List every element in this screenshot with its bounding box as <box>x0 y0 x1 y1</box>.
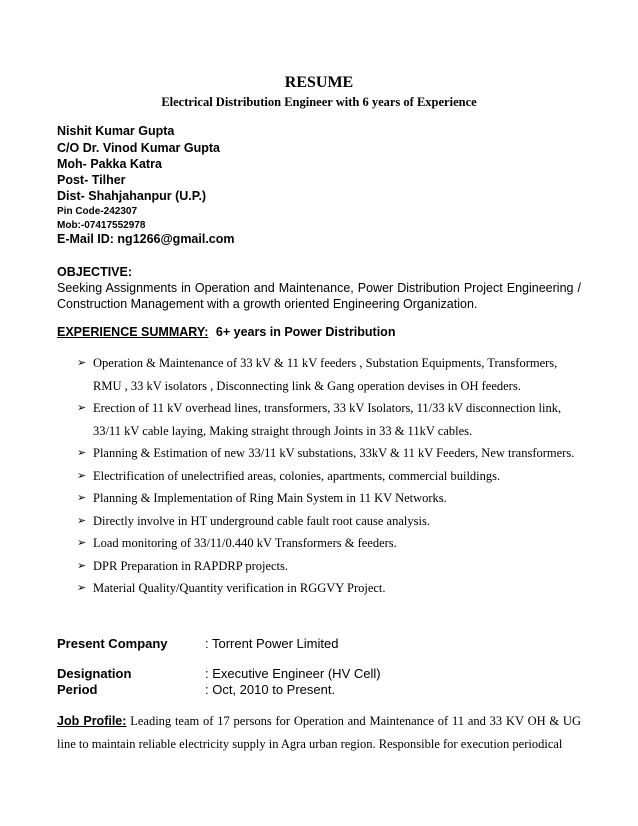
arrow-bullet-icon: ➢ <box>77 582 87 594</box>
list-item: ➢ Erection of 11 kV overhead lines, transformers, 33 kV Isolators, 11/33 kV disconnection link, 33/11 kV cable laying, Making straight through Joints in 33 & 11kV cables. <box>77 397 587 442</box>
present-company-label: Present Company <box>57 636 168 651</box>
address-moh: Moh- Pakka Katra <box>57 157 162 171</box>
list-item: ➢ Electrification of unelectrified areas, colonies, apartments, commercial buildings. <box>77 465 587 488</box>
address-post: Post- Tilher <box>57 173 126 187</box>
designation-value: : Executive Engineer (HV Cell) <box>205 666 381 681</box>
job-profile-text: Leading team of 17 persons for Operation and Maintenance of 11 and 33 KV OH & UG line to maintain reliable electricity supply in Agra urban region. Responsible for execution periodical <box>57 714 581 751</box>
objective-heading: OBJECTIVE: <box>57 265 133 279</box>
list-item: ➢ Material Quality/Quantity verification in RGGVY Project. <box>77 577 587 600</box>
present-company-value: : Torrent Power Limited <box>205 636 339 651</box>
pin-code: Pin Code-242307 <box>57 206 138 217</box>
mobile-number: Mob:-07417552978 <box>57 220 146 231</box>
arrow-bullet-icon: ➢ <box>77 469 87 482</box>
period-label: Period <box>57 682 98 697</box>
experience-heading: EXPERIENCE SUMMARY: <box>57 325 209 339</box>
resume-title: RESUME <box>284 74 354 91</box>
resume-subtitle: Electrical Distribution Engineer with 6 years of Experience <box>161 95 477 109</box>
arrow-bullet-icon: ➢ <box>77 492 87 504</box>
address-dist: Dist- Shahjahanpur (U.P.) <box>57 189 207 203</box>
arrow-bullet-icon: ➢ <box>77 537 87 549</box>
list-item: ➢ DPR Preparation in RAPDRP projects. <box>77 555 587 578</box>
experience-summary-row <box>57 325 395 339</box>
arrow-bullet-icon: ➢ <box>77 447 87 459</box>
experience-list <box>77 352 587 600</box>
candidate-name: Nishit Kumar Gupta <box>57 124 175 138</box>
list-item: ➢ Directly involve in HT underground cable fault root cause analysis. <box>77 510 587 533</box>
job-profile-label: Job Profile: <box>57 714 127 728</box>
objective-line-2: Construction Management with a growth oriented Engineering Organization. <box>57 297 478 311</box>
period-row <box>57 682 335 697</box>
present-company-row <box>57 636 338 651</box>
job-profile-paragraph <box>57 710 581 756</box>
care-of: C/O Dr. Vinod Kumar Gupta <box>57 141 220 155</box>
experience-summary: 6+ years in Power Distribution <box>215 325 396 339</box>
arrow-bullet-icon: ➢ <box>77 402 87 414</box>
list-item: ➢ Planning & Implementation of Ring Main System in 11 KV Networks. <box>77 487 587 510</box>
arrow-bullet-icon: ➢ <box>77 357 87 369</box>
list-item: ➢ Operation & Maintenance of 33 kV & 11 kV feeders , Substation Equipments, Transformers, RMU , 33 kV isolators , Disconnecting link & Gang operation devises in OH feeders. <box>77 352 587 397</box>
designation-row <box>57 666 381 681</box>
period-value: : Oct, 2010 to Present. <box>205 682 336 697</box>
arrow-bullet-icon: ➢ <box>77 514 87 527</box>
list-item: ➢ Load monitoring of 33/11/0.440 kV Transformers & feeders. <box>77 532 587 555</box>
arrow-bullet-icon: ➢ <box>77 559 87 572</box>
email-address: E-Mail ID: ng1266@gmail.com <box>57 232 235 246</box>
objective-line-1: Seeking Assignments in Operation and Maintenance, Power Distribution Project Engineering / <box>57 281 581 295</box>
list-item: ➢ Planning & Estimation of new 33/11 kV substations, 33kV & 11 kV Feeders, New transformers. <box>77 442 587 465</box>
designation-label: Designation <box>57 666 132 681</box>
